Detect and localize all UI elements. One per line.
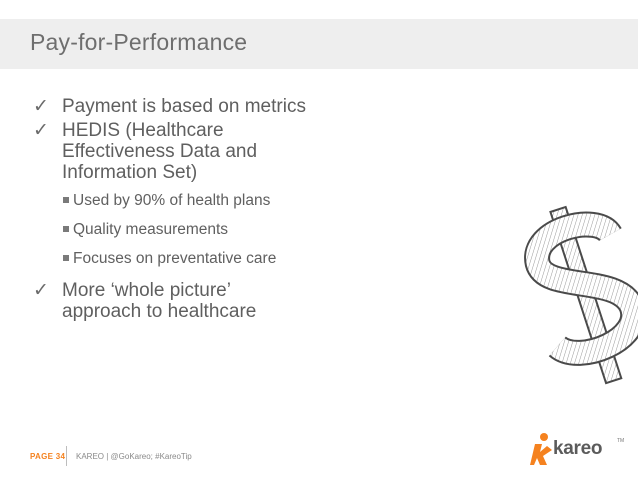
bullet-text-line: More ‘whole picture’ [62,280,231,301]
logo-trademark: TM [617,438,625,444]
bullet-item [33,96,393,117]
square-bullet-icon [63,197,69,203]
sub-bullet-text: Quality measurements [73,221,229,238]
bullet-text-line: Information Set) [62,162,198,183]
slide-title: Pay-for-Performance [30,29,248,55]
square-bullet-icon [63,226,69,232]
bullet-item [33,120,393,183]
sub-bullet-item [33,249,393,268]
bullet-text-line: approach to healthcare [62,301,257,322]
check-icon: ✓ [33,96,49,117]
sub-bullet-text: Focuses on preventative care [73,250,277,267]
bullet-item [33,280,393,322]
sub-bullet-text: Used by 90% of health plans [73,192,271,209]
footer-divider [66,446,67,466]
check-icon: ✓ [33,280,49,301]
square-bullet-icon [63,255,69,261]
footer-page-label: PAGE 34 [30,452,66,461]
check-icon: ✓ [33,120,49,141]
sub-bullet-item [33,191,393,210]
kareo-logo-icon [529,432,555,466]
dollar-sign-illustration [520,200,638,390]
sub-bullet-item [33,220,393,239]
bullet-text-line: Effectiveness Data and [62,141,258,162]
logo-wordmark: kareo [553,438,603,459]
bullet-text-line: HEDIS (Healthcare [62,120,224,141]
kareo-logo [529,432,624,466]
bullet-list [33,96,393,325]
footer-text: KAREO | @GoKareo; #KareoTip [76,452,192,461]
bullet-text: Payment is based on metrics [62,96,306,117]
